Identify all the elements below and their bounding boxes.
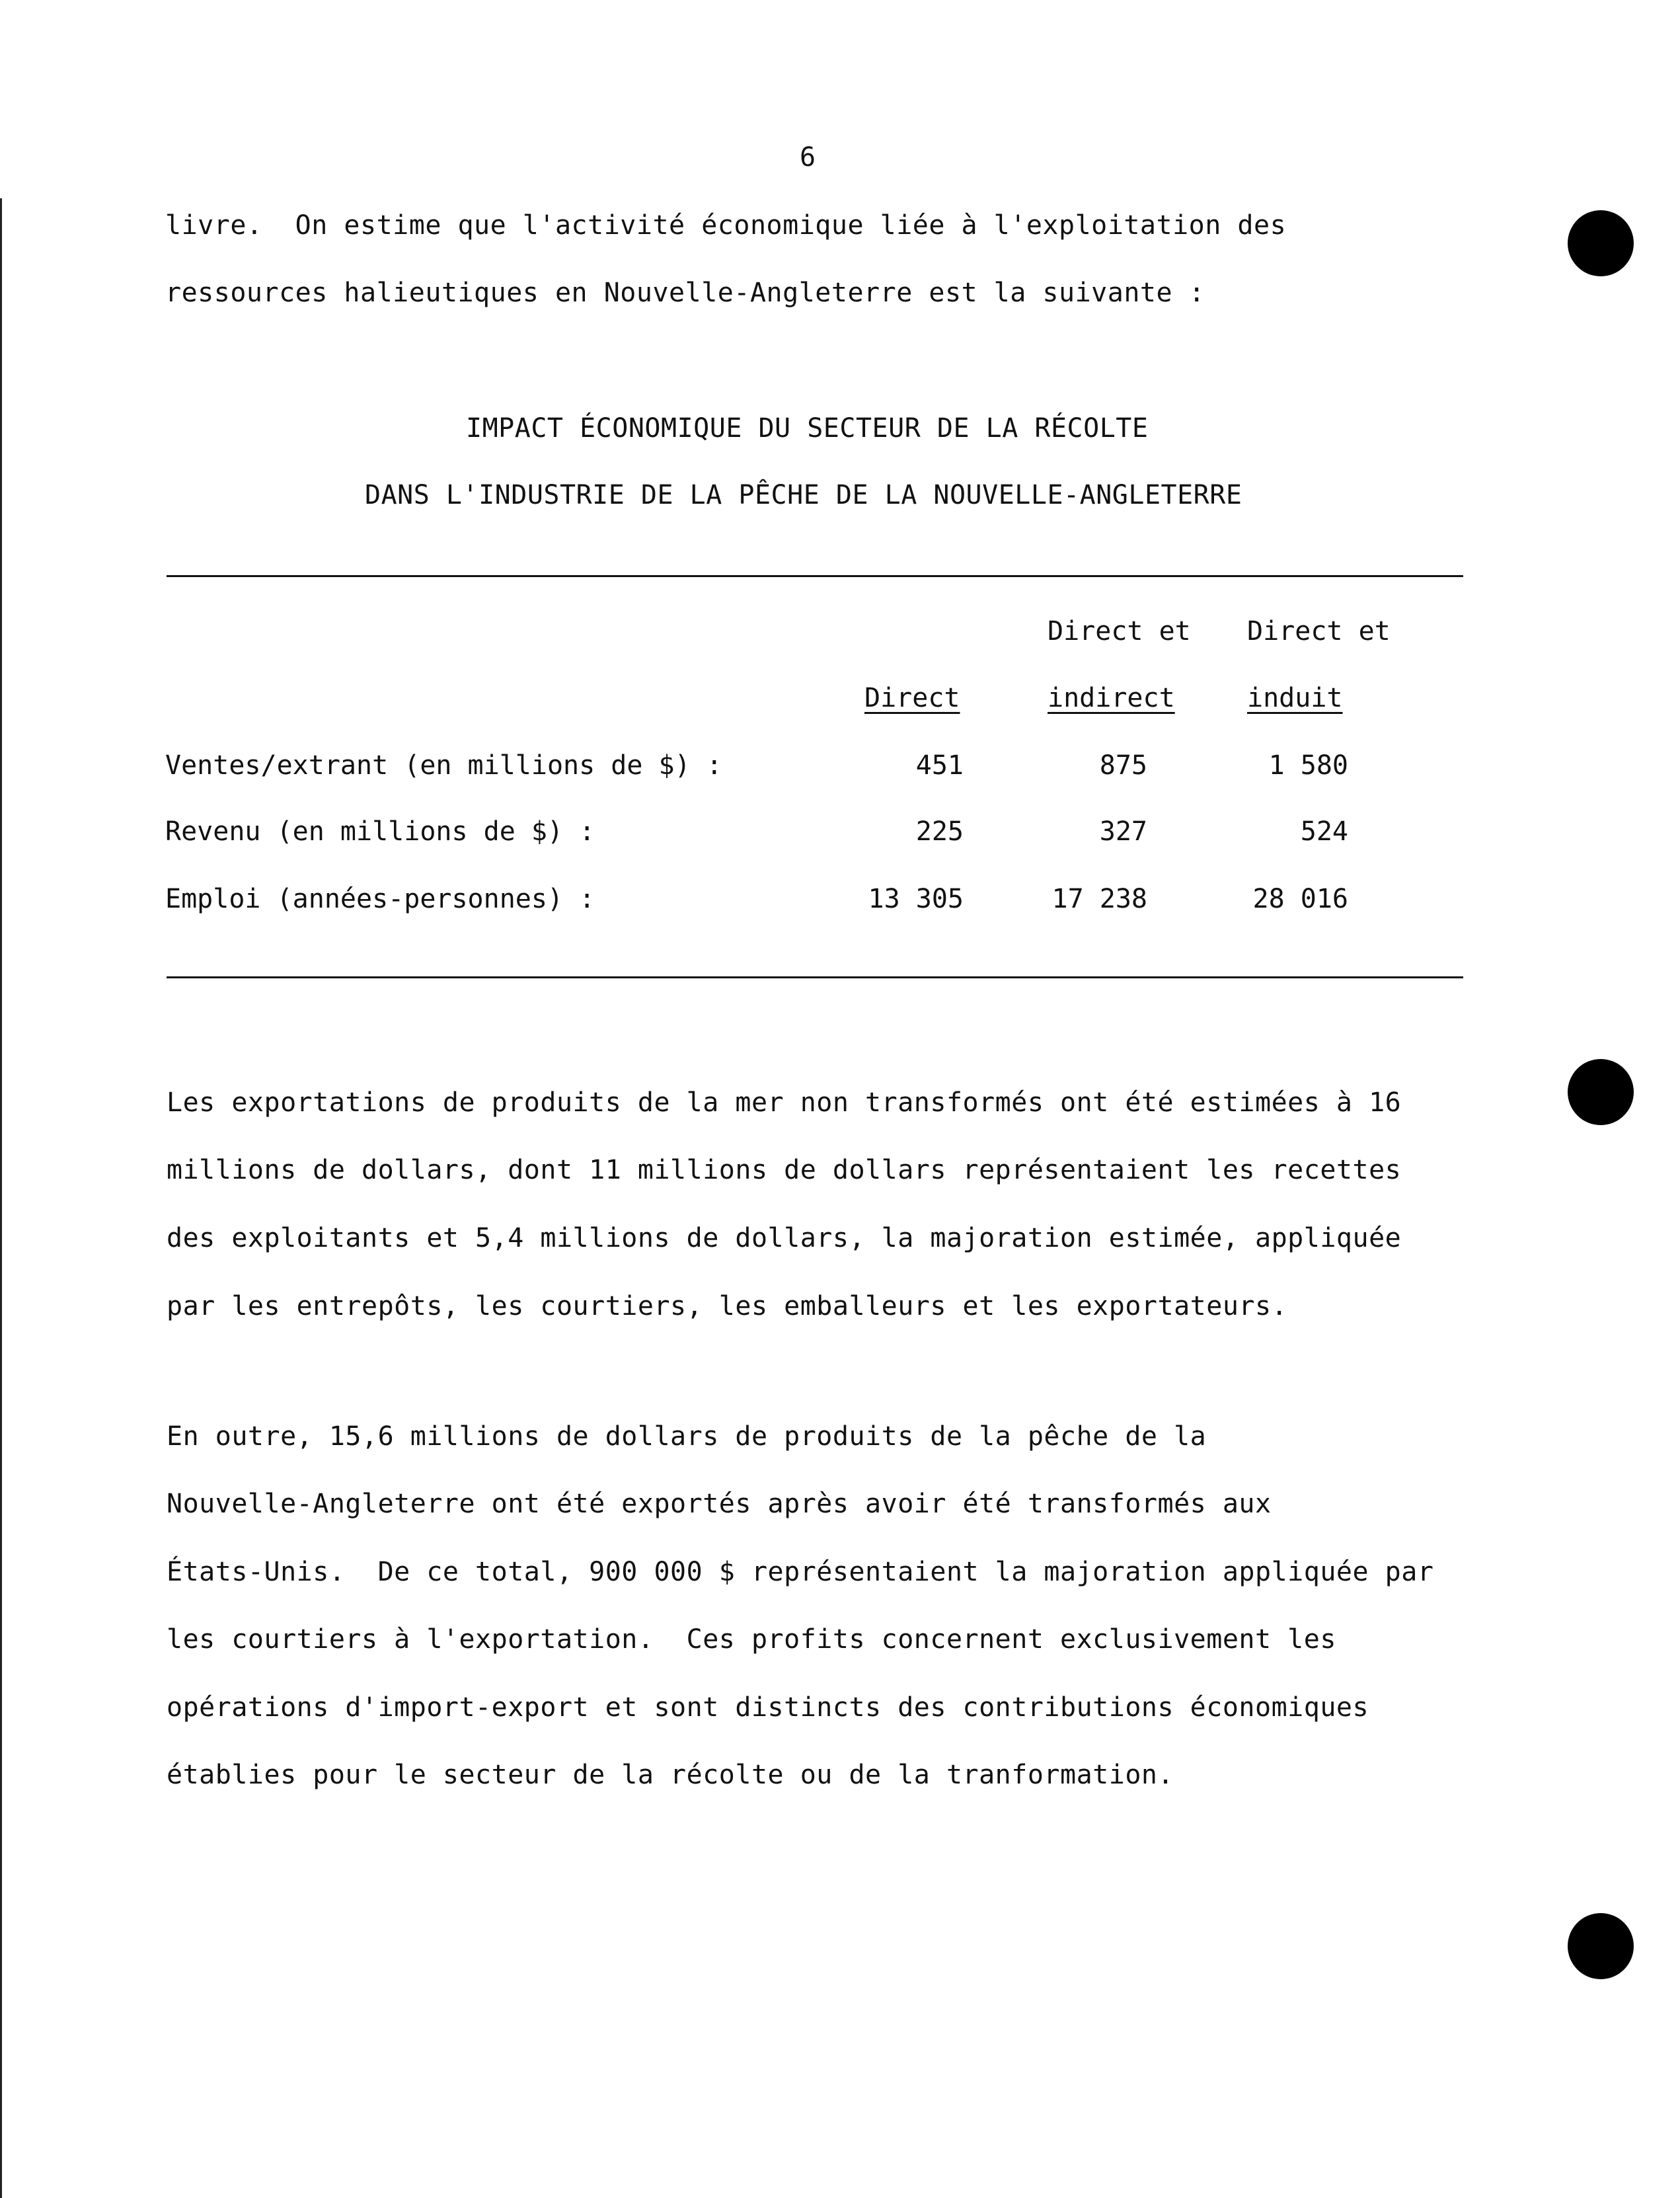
paragraph-2-line: En outre, 15,6 millions de dollars de produits de la pêche de la — [167, 1421, 1207, 1452]
header-direct-induit-top: Direct et — [1247, 616, 1391, 647]
row-label: Emploi (années-personnes) : — [165, 884, 595, 914]
paragraph-1-line: des exploitants et 5,4 millions de dollars, la majoration estimée, appliquée — [167, 1223, 1402, 1253]
paragraph-1-line: millions de dollars, dont 11 millions de dollars représentaient les recettes — [167, 1155, 1402, 1185]
paragraph-1-line: Les exportations de produits de la mer non transformés ont été estimées à 16 — [167, 1087, 1402, 1118]
cell-induit: 28 016 — [1252, 884, 1348, 914]
table-bottom-rule — [167, 976, 1463, 978]
cell-indirect: 327 — [1099, 816, 1147, 847]
row-label: Revenu (en millions de $) : — [165, 816, 595, 847]
table-title-line-2: DANS L'INDUSTRIE DE LA PÊCHE DE LA NOUVELLE-ANGLETERRE — [365, 480, 1242, 510]
table-top-rule — [167, 575, 1463, 577]
intro-line-1: livre. On estime que l'activité économique liée à l'exploitation des — [165, 210, 1287, 241]
intro-line-2: ressources halieutiques en Nouvelle-Angleterre est la suivante : — [165, 278, 1205, 308]
cell-direct: 451 — [915, 750, 964, 781]
row-label: Ventes/extrant (en millions de $) : — [165, 750, 722, 781]
scan-edge-line — [0, 198, 2, 2198]
header-direct-indirect-bottom: indirect — [1048, 683, 1175, 713]
cell-induit: 524 — [1300, 816, 1348, 847]
paragraph-1-line: par les entrepôts, les courtiers, les emballeurs et les exportateurs. — [167, 1291, 1288, 1321]
paragraph-2-line: les courtiers à l'exportation. Ces profits concernent exclusivement les — [167, 1624, 1336, 1655]
cell-induit: 1 580 — [1268, 750, 1348, 781]
cell-indirect: 17 238 — [1051, 884, 1147, 914]
paragraph-2-line: États-Unis. De ce total, 900 000 $ représentaient la majoration appliquée par — [167, 1557, 1434, 1587]
punch-hole — [1568, 210, 1634, 276]
cell-indirect: 875 — [1099, 750, 1147, 781]
cell-direct: 13 305 — [868, 884, 964, 914]
paragraph-2-line: Nouvelle-Angleterre ont été exportés après avoir été transformés aux — [167, 1489, 1272, 1519]
page-number: 6 — [800, 142, 816, 173]
paragraph-2-line: établies pour le secteur de la récolte ou de la tranformation. — [167, 1760, 1174, 1790]
punch-hole — [1568, 1059, 1634, 1125]
paragraph-2-line: opérations d'import-export et sont distincts des contributions économiques — [167, 1692, 1369, 1723]
header-direct-indirect-top: Direct et — [1048, 616, 1191, 647]
header-direct-induit-bottom: induit — [1247, 683, 1343, 713]
header-direct: Direct — [864, 683, 960, 713]
table-title-line-1: IMPACT ÉCONOMIQUE DU SECTEUR DE LA RÉCOLTE — [466, 413, 1149, 444]
cell-direct: 225 — [915, 816, 964, 847]
punch-hole — [1568, 1913, 1634, 1979]
